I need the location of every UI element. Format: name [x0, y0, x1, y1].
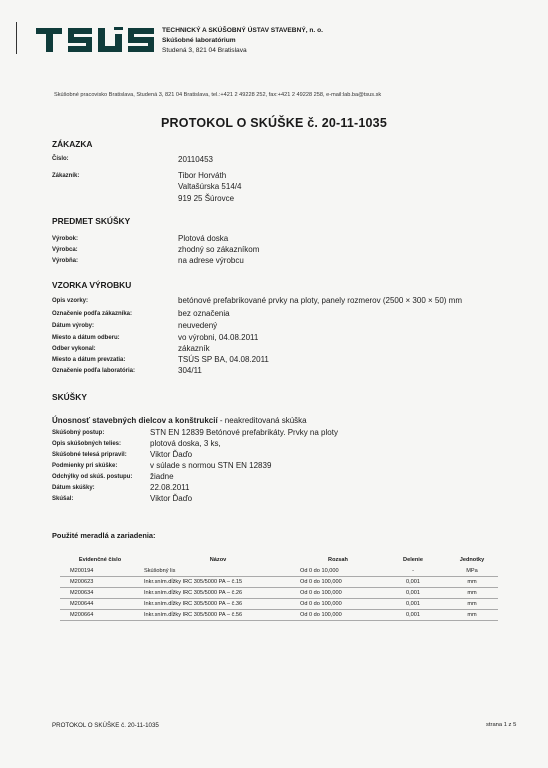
- skuska-subtitle-rest: - neakreditovaná skúška: [217, 416, 307, 425]
- oznacenie-lab-label: Označenie podľa laboratória:: [52, 368, 135, 374]
- datum-skusky-value: 22.08.2011: [150, 483, 190, 492]
- datum-vyroby-value: neuvedený: [178, 321, 218, 330]
- table-cell: Skúšobný lis: [140, 566, 296, 577]
- equipment-header-row: [60, 554, 498, 566]
- section-heading-vzorka: VZORKA VÝROBKU: [52, 280, 132, 290]
- datum-skusky-label: Dátum skúšky:: [52, 485, 95, 491]
- vyrobok-label: Výrobok:: [52, 236, 79, 242]
- table-cell: M200623: [60, 577, 140, 588]
- col-header-rozsah: Rozsah: [328, 557, 348, 563]
- vyrobca-label: Výrobca:: [52, 247, 78, 253]
- lab-name: Skúšobné laboratórium: [162, 37, 236, 44]
- oznacenie-lab-value: 304/11: [178, 366, 202, 375]
- footer-protocol-id: PROTOKOL O SKÚŠKE č. 20-11-1035: [52, 722, 159, 729]
- zakaznik-label: Zákazník:: [52, 173, 80, 179]
- footer-page-number: strana 1 z 5: [486, 722, 517, 728]
- oznacenie-zakaznik-label: Označenie podľa zákazníka:: [52, 311, 133, 317]
- table-cell: 0,001: [380, 577, 446, 588]
- table-row: [60, 588, 498, 599]
- oznacenie-zakaznik-value: bez označenia: [178, 309, 230, 318]
- table-cell: 0,001: [380, 588, 446, 599]
- col-header-nazov: Názov: [209, 557, 227, 563]
- table-cell: mm: [446, 610, 498, 621]
- table-row: [60, 566, 498, 577]
- contact-line: Skúšobné pracovisko Bratislava, Studená 3, 821 04 Bratislava, tel.:+421 2 49228 252, fax:+421 2 49228 258, e-mail:lab.ba@tsus.sk: [54, 92, 382, 98]
- skusobny-postup-label: Skúšobný postup:: [52, 430, 105, 436]
- institute-address: Studená 3, 821 04 Bratislava: [162, 47, 247, 54]
- podmienky-label: Podmienky pri skúške:: [52, 463, 118, 469]
- col-header-evidencne-cislo: Evidenčné číslo: [78, 557, 122, 563]
- table-row: [60, 577, 498, 588]
- skuska-subtitle: [52, 416, 307, 425]
- miesto-prevzatia-label: Miesto a dátum prevzatia:: [52, 357, 126, 363]
- table-row: [60, 599, 498, 610]
- table-cell: Inkr.sním.dĺžky IRC 305/5000 PA – č.56: [140, 610, 296, 621]
- skuska-subtitle-bold: Únosnosť stavebných dielcov a konštrukcií: [52, 416, 218, 425]
- odber-vykonal-value: zákazník: [178, 344, 210, 353]
- table-cell: Inkr.sním.dĺžky IRC 305/5000 PA – č.15: [140, 577, 296, 588]
- zakaznik-name: Tibor Horváth: [178, 171, 227, 180]
- table-cell: Od 0 do 10,000: [296, 566, 380, 577]
- equipment-table: [60, 554, 498, 621]
- opis-telies-label: Opis skúšobných telies:: [52, 441, 122, 447]
- opis-telies-value: plotová doska, 3 ks,: [150, 439, 221, 448]
- table-row: [60, 610, 498, 621]
- institute-name: TECHNICKÝ A SKÚŠOBNÝ ÚSTAV STAVEBNÝ, n. o.: [162, 27, 323, 34]
- skusal-label: Skúšal:: [52, 496, 74, 502]
- vyrobok-value: Plotová doska: [178, 234, 229, 243]
- table-cell: M200634: [60, 588, 140, 599]
- table-cell: mm: [446, 577, 498, 588]
- section-heading-predmet: PREDMET SKÚŠKY: [52, 216, 131, 226]
- table-cell: MPa: [446, 566, 498, 577]
- vyrobna-value: na adrese výrobcu: [178, 256, 244, 265]
- table-cell: Od 0 do 100,000: [296, 588, 380, 599]
- table-cell: -: [380, 566, 446, 577]
- odber-vykonal-label: Odber vykonal:: [52, 346, 96, 352]
- opis-vzorky-value: betónové prefabrikované prvky na ploty, panely rozmerov (2500 × 300 × 50) mm: [178, 296, 463, 305]
- odchylky-value: žiadne: [150, 472, 174, 481]
- institute-header: [162, 26, 323, 56]
- col-header-delenie: Delenie: [403, 557, 423, 563]
- odchylky-label: Odchýlky od skúš. postupu:: [52, 474, 133, 480]
- datum-vyroby-label: Dátum výroby:: [52, 323, 95, 329]
- skusobny-postup-value: STN EN 12839 Betónové prefabrikáty. Prvky na ploty: [150, 428, 338, 437]
- telesa-pripravil-value: Viktor Ďaďo: [150, 450, 193, 459]
- opis-vzorky-label: Opis vzorky:: [52, 298, 89, 304]
- margin-mark: [16, 22, 17, 54]
- miesto-odberu-value: vo výrobni, 04.08.2011: [178, 333, 259, 342]
- skusal-value: Viktor Ďaďo: [150, 494, 193, 503]
- section-heading-zakazka: ZÁKAZKA: [52, 139, 93, 149]
- table-cell: Od 0 do 100,000: [296, 599, 380, 610]
- tsus-logo: [36, 26, 156, 54]
- table-cell: Inkr.sním.dĺžky IRC 305/5000 PA – č.36: [140, 599, 296, 610]
- protocol-title: PROTOKOL O SKÚŠKE č. 20-11-1035: [161, 116, 387, 130]
- table-cell: mm: [446, 599, 498, 610]
- table-cell: 0,001: [380, 610, 446, 621]
- equipment-title: Použité meradlá a zariadenia:: [52, 531, 156, 540]
- table-cell: M200664: [60, 610, 140, 621]
- vyrobca-value: zhodný so zákazníkom: [178, 245, 260, 254]
- zakaznik-street: Valtašúrska 514/4: [178, 182, 242, 191]
- vyrobna-label: Výrobňa:: [52, 258, 79, 264]
- table-cell: 0,001: [380, 599, 446, 610]
- podmienky-value: v súlade s normou STN EN 12839: [150, 461, 272, 470]
- table-cell: mm: [446, 588, 498, 599]
- table-cell: Od 0 do 100,000: [296, 610, 380, 621]
- miesto-odberu-label: Miesto a dátum odberu:: [52, 335, 120, 341]
- zakaznik-city: 919 25 Šúrovce: [178, 194, 235, 203]
- section-heading-skusky: SKÚŠKY: [52, 392, 87, 402]
- col-header-jednotky: Jednotky: [459, 557, 485, 563]
- table-cell: Od 0 do 100,000: [296, 577, 380, 588]
- table-cell: M200644: [60, 599, 140, 610]
- miesto-prevzatia-value: TSÚS SP BA, 04.08.2011: [178, 355, 269, 364]
- cislo-label: Číslo:: [52, 156, 69, 162]
- table-cell: Inkr.sním.dĺžky IRC 305/5000 PA – č.26: [140, 588, 296, 599]
- cislo-value: 20110453: [178, 155, 213, 164]
- table-cell: M200194: [60, 566, 140, 577]
- telesa-pripravil-label: Skúšobné telesá pripravil:: [52, 452, 127, 458]
